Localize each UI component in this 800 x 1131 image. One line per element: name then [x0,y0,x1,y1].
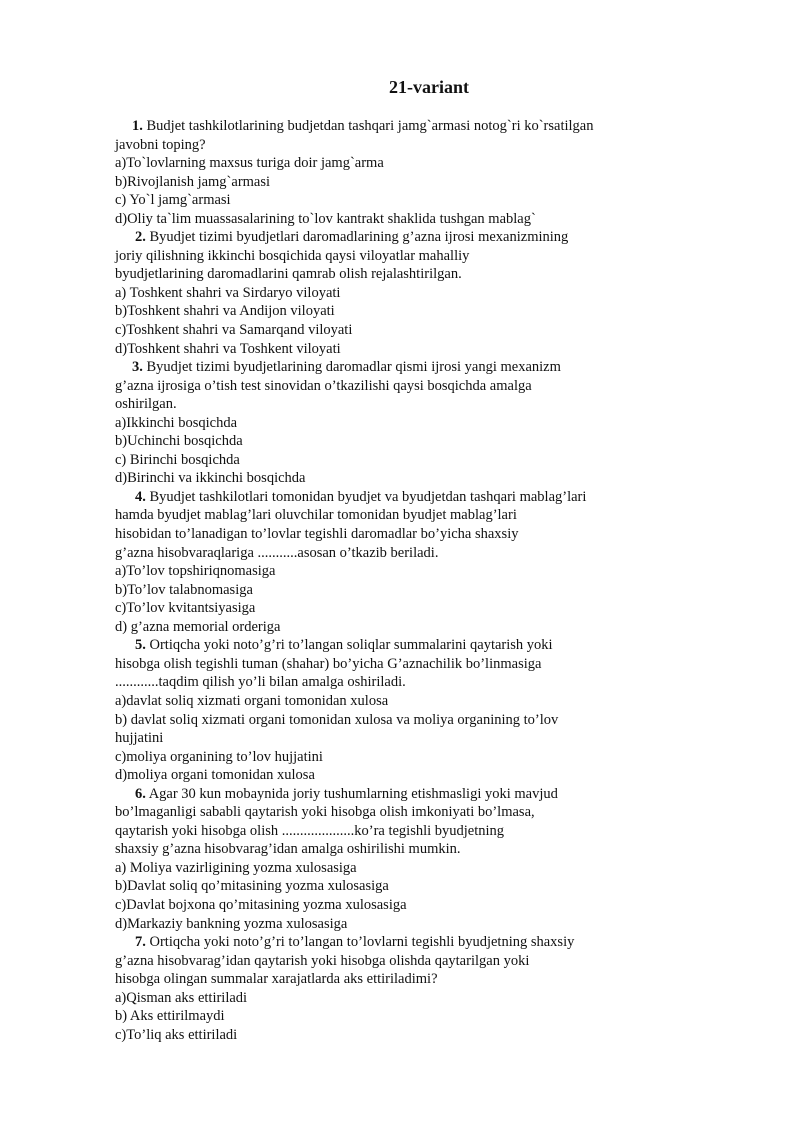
answer-option: d)Birinchi va ikkinchi bosqichda [115,470,306,487]
answer-option: c)Davlat bojxona qo’mitasining yozma xulosasiga [115,896,407,913]
question-number: 2. [135,229,146,246]
answer-option: b)Rivojlanish jamg`armasi [115,173,271,190]
question-text: Agar 30 kun mobaynida joriy tushumlarning etishmasligi yoki mavjud [145,785,558,802]
answer-option: b)Toshkent shahri va Andijon viloyati [115,303,335,320]
question-text-line: g’azna hisobvaraqlariga ...........asosan o’tkazib beriladi. [115,544,439,561]
answer-option: a)Qisman aks ettiriladi [115,989,248,1006]
question-line [115,488,675,507]
question-number: 3. [132,359,143,376]
answer-option: c)Toshkent shahri va Samarqand viloyati [115,322,353,339]
question-line [115,228,675,247]
question-text-line: oshirilgan. [115,396,177,413]
answer-option: c) Birinchi bosqichda [115,451,240,468]
answer-option: b)Davlat soliq qo’mitasining yozma xulosasiga [115,878,389,895]
answer-option: a) Moliya vazirligining yozma xulosasiga [115,859,357,876]
question-text-line: hisobga olingan summalar xarajatlarda aks ettiriladimi? [115,971,438,988]
test-questions [115,117,675,1044]
answer-option: d) g’azna memorial orderiga [115,618,281,635]
question-text-line: hujjatini [115,730,164,747]
question-text-line: g’azna ijrosiga o’tish test sinovidan o’tkazilishi qaysi bosqichda amalga [115,377,532,394]
question-text-line: qaytarish yoki hisobga olish ....................ko’ra tegishli byudjetning [115,822,505,839]
answer-option: d)moliya organi tomonidan xulosa [115,767,315,784]
question-line [115,933,675,952]
question-text-line: shaxsiy g’azna hisobvarag’idan amalga oshirilishi mumkin. [115,841,461,858]
question-text-line: bo’lmaganligi sababli qaytarish yoki hisobga olish imkoniyati bo’lmasa, [115,804,535,821]
answer-option: b)To’lov talabnomasiga [115,581,253,598]
question-text-line: javobni toping? [115,136,206,153]
answer-option: c) Yo`l jamg`armasi [115,192,231,209]
question-number: 7. [135,934,146,951]
question-text-line: ............taqdim qilish yo’li bilan amalga oshiriladi. [115,674,406,691]
question-number: 5. [135,637,146,654]
question-line [115,117,675,136]
question-number: 1. [132,118,143,134]
question-text: Byudjet tizimi byudjetlarining daromadlar qismi ijrosi yangi mexanizm [142,359,561,376]
question-text: Budjet tashkilotlarining budjetdan tashqari jamg`armasi notog`ri ko`rsatilgan [142,118,594,134]
question-text-line: hamda byudjet mablag’lari oluvchilar tomonidan byudjet mablag’lari [115,507,517,524]
answer-option: b) Aks ettirilmaydi [115,1008,225,1025]
answer-option: d)Oliy ta`lim muassasalarining to`lov kantrakt shaklida tushgan mablag` [115,210,536,227]
page-title: 21-variant [389,77,469,97]
question-text-line: joriy qilishning ikkinchi bosqichida qaysi viloyatlar mahalliy [115,247,470,264]
answer-option: b)Uchinchi bosqichda [115,433,243,450]
answer-option: a)Ikkinchi bosqichda [115,414,238,431]
answer-option: d)Toshkent shahri va Toshkent viloyati [115,340,341,357]
question-number: 4. [135,488,146,505]
answer-option: a)davlat soliq xizmati organi tomonidan xulosa [115,692,389,709]
question-text-line: byudjetlarining daromadlarini qamrab olish rejalashtirilgan. [115,266,462,283]
answer-option: b) davlat soliq xizmati organi tomonidan xulosa va moliya organining to’lov [115,711,559,728]
question-number: 6. [135,785,146,802]
question-text-line: hisobga olish tegishli tuman (shahar) bo’yicha G’aznachilik bo’linmasiga [115,655,542,672]
answer-option: c)moliya organining to’lov hujjatini [115,748,323,765]
question-text: Byudjet tashkilotlari tomonidan byudjet va byudjetdan tashqari mablag’lari [145,488,587,505]
question-line [115,636,675,655]
question-text-line: g’azna hisobvarag’idan qaytarish yoki hisobga olishda qaytarilgan yoki [115,952,530,969]
question-text: Ortiqcha yoki noto’g’ri to’langan to’lovlarni tegishli byudjetning shaxsiy [145,934,575,951]
question-text: Ortiqcha yoki noto’g’ri to’langan soliqlar summalarini qaytarish yoki [145,637,553,654]
answer-option: c)To’lov kvitantsiyasiga [115,600,256,617]
question-text-line: hisobidan to’lanadigan to’lovlar tegishli daromadlar bo’yicha shaxsiy [115,526,519,543]
answer-option: a)To’lov topshiriqnomasiga [115,563,276,580]
answer-option: a)To`lovlarning maxsus turiga doir jamg`arma [115,155,384,172]
answer-option: a) Toshkent shahri va Sirdaryo viloyati [115,284,341,301]
question-line [115,785,675,804]
answer-option: d)Markaziy bankning yozma xulosasiga [115,915,348,932]
answer-option: c)To’liq aks ettiriladi [115,1026,238,1043]
question-line [115,358,675,377]
question-text: Byudjet tizimi byudjetlari daromadlarining g’azna ijrosi mexanizmining [145,229,569,246]
